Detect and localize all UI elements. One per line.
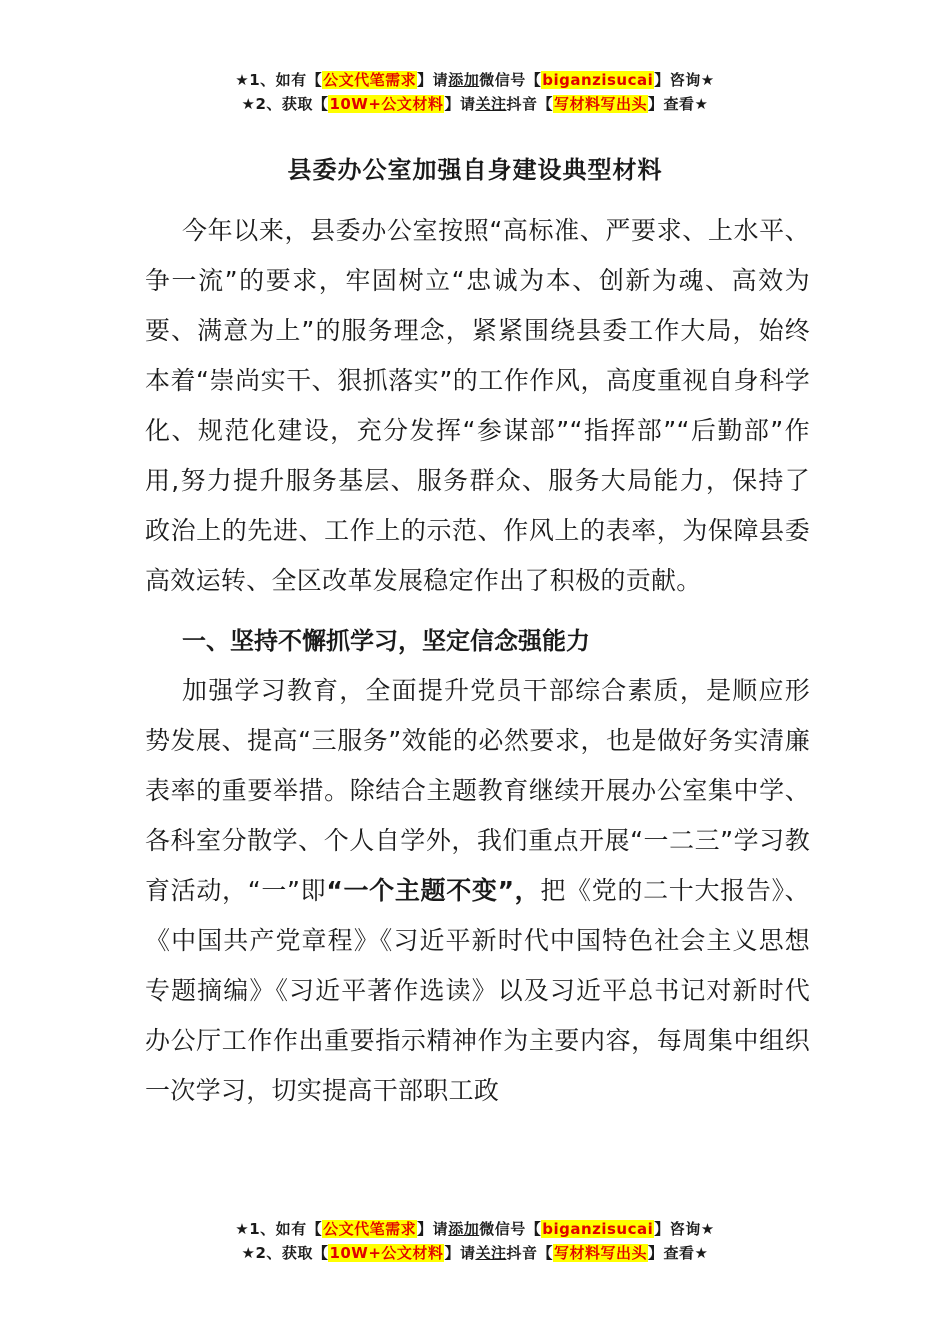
- section-1-paragraph: 加强学习教育，全面提升党员干部综合素质，是顺应形势发展、提高“三服务”效能的必然要求，也是做好务实清廉表率的重要举措。除结合主题教育继续开展办公室集中学、各科室分散学、个人自学外，我们重点开展“一二三”学习教育活动，“一”即“一个主题不变”，把《党的二十大报告》、《中国共产党章程》《习近平新时代中国特色社会主义思想专题摘编》《习近平著作选读》以及习近平总书记对新时代办公厅工作作出重要指示精神作为主要内容，每周集中组织一次学习，切实提高干部职工政: [145, 676, 810, 1105]
- douyin-highlight: 写材料写出头: [553, 95, 647, 113]
- promo-line-2: ★2、获取【10W+公文材料】请关注抖音【写材料写出头】查看★: [241, 1244, 709, 1262]
- emphasis-text: “一个主题不变”，: [326, 876, 541, 905]
- promo-line-1: ★1、如有【公文代笔需求】请添加微信号【biganzisucai】咨询★: [235, 71, 715, 89]
- intro-paragraph: 今年以来，县委办公室按照“高标准、严要求、上水平、争一流”的要求，牢固树立“忠诚为本、创新为魂、高效为要、满意为上”的服务理念，紧紧围绕县委工作大局，始终本着“崇尚实干、狠抓落实”的工作作风，高度重视自身科学化、规范化建设，充分发挥“参谋部”“指挥部”“后勤部”作用,努力提升服务基层、服务群众、服务大局能力，保持了政治上的先进、工作上的示范、作风上的表率，为保障县委高效运转、全区改革发展稳定作出了积极的贡献。: [145, 216, 810, 595]
- top-promo-banner: [0, 68, 950, 116]
- promo-line-1: ★1、如有【公文代笔需求】请添加微信号【biganzisucai】咨询★: [235, 1220, 715, 1238]
- douyin-highlight: 写材料写出头: [553, 1244, 647, 1262]
- service-highlight: 公文代笔需求: [323, 71, 417, 89]
- wechat-id-highlight: biganzisucai: [542, 71, 654, 89]
- document-title: 县委办公室加强自身建设典型材料: [287, 156, 663, 184]
- wechat-id-highlight: biganzisucai: [542, 1220, 654, 1238]
- bottom-promo-banner: [0, 1217, 950, 1265]
- materials-highlight: 10W+公文材料: [329, 95, 444, 113]
- service-highlight: 公文代笔需求: [323, 1220, 417, 1238]
- section-heading-1: 一、坚持不懈抓学习，坚定信念强能力: [182, 627, 590, 655]
- document-body: [145, 206, 810, 1116]
- promo-line-2: ★2、获取【10W+公文材料】请关注抖音【写材料写出头】查看★: [241, 95, 709, 113]
- materials-highlight: 10W+公文材料: [329, 1244, 444, 1262]
